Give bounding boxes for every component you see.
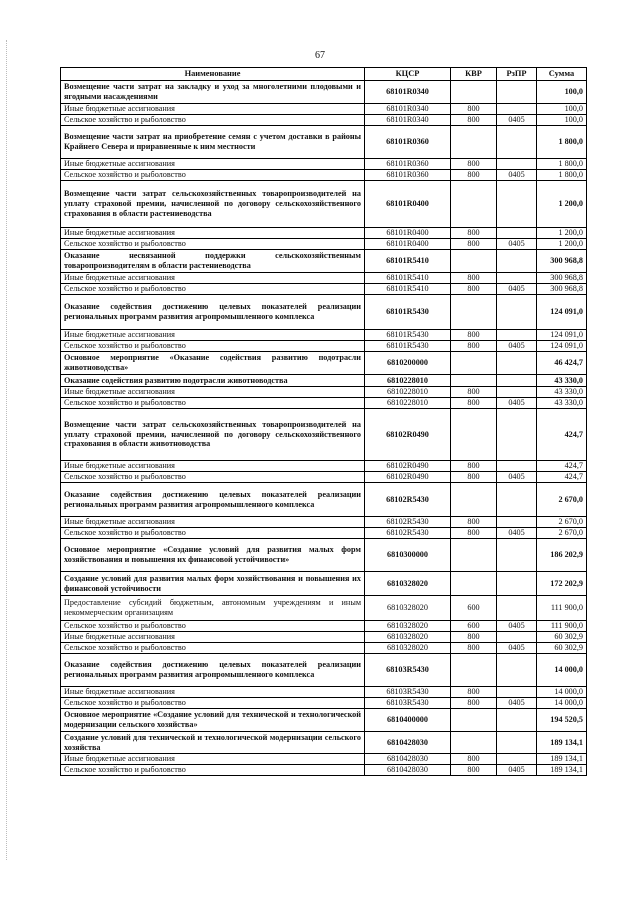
row-kvr-cell [451,654,497,687]
table-row [61,732,587,754]
row-name-cell: Иные бюджетные ассигнования [61,159,365,170]
row-sum-cell: 14 000,0 [537,654,587,687]
table-row [61,115,587,126]
row-kcsr-cell: 6810228010 [365,375,451,387]
row-kvr-cell: 800 [451,228,497,239]
row-kcsr-cell: 68101R0340 [365,104,451,115]
row-kvr-cell: 600 [451,596,497,621]
row-sum-cell: 14 000,0 [537,698,587,709]
row-kvr-cell: 800 [451,341,497,352]
row-sum-cell: 43 330,0 [537,387,587,398]
table-row [61,295,587,330]
row-rzpr-cell: 0405 [497,472,537,483]
table-row [61,250,587,273]
row-sum-cell: 14 000,0 [537,687,587,698]
row-kvr-cell [451,732,497,754]
row-rzpr-cell [497,596,537,621]
row-sum-cell: 194 520,5 [537,709,587,732]
row-kcsr-cell: 68101R0360 [365,170,451,181]
row-sum-cell: 100,0 [537,104,587,115]
row-name-cell: Иные бюджетные ассигнования [61,632,365,643]
row-sum-cell: 189 134,1 [537,765,587,776]
row-kcsr-cell: 68103R5430 [365,654,451,687]
row-kcsr-cell: 68101R0340 [365,115,451,126]
row-name-cell: Оказание содействия достижению целевых показателей реализации региональных программ развития агропромышленного комплекса [61,483,365,517]
row-rzpr-cell [497,409,537,461]
row-kvr-cell: 800 [451,698,497,709]
row-rzpr-cell [497,461,537,472]
page-number: 67 [315,50,325,61]
row-kvr-cell [451,181,497,228]
row-sum-cell: 300 968,8 [537,273,587,284]
header-sum: Сумма [537,68,587,81]
row-kvr-cell: 800 [451,632,497,643]
table-row [61,698,587,709]
row-rzpr-cell [497,273,537,284]
row-kcsr-cell: 68101R0360 [365,159,451,170]
row-kvr-cell [451,126,497,159]
table-row [61,754,587,765]
row-sum-cell: 1 200,0 [537,239,587,250]
row-name-cell: Сельское хозяйство и рыболовство [61,765,365,776]
row-name-cell: Создание условий для технической и технологической модернизации сельского хозяйства [61,732,365,754]
row-kcsr-cell: 6810200000 [365,352,451,375]
row-sum-cell: 189 134,1 [537,732,587,754]
row-kcsr-cell: 68103R5430 [365,698,451,709]
row-rzpr-cell [497,159,537,170]
table-row [61,387,587,398]
row-rzpr-cell [497,709,537,732]
row-rzpr-cell [497,732,537,754]
row-name-cell: Возмещение части затрат на приобретение семян с учетом доставки в районы Крайнего Севера и приравненные к ним местности [61,126,365,159]
row-rzpr-cell: 0405 [497,528,537,539]
table-row [61,330,587,341]
row-name-cell: Сельское хозяйство и рыболовство [61,115,365,126]
table-row [61,375,587,387]
row-kcsr-cell: 6810228010 [365,398,451,409]
row-name-cell: Иные бюджетные ассигнования [61,330,365,341]
table-row [61,341,587,352]
row-name-cell: Предоставление субсидий бюджетным, автономным учреждениям и иным некоммерческим организациям [61,596,365,621]
row-name-cell: Иные бюджетные ассигнования [61,104,365,115]
row-kcsr-cell: 6810428030 [365,732,451,754]
table-row [61,409,587,461]
row-kcsr-cell: 68101R0400 [365,239,451,250]
row-kvr-cell: 800 [451,170,497,181]
row-kvr-cell [451,81,497,104]
row-kvr-cell: 800 [451,330,497,341]
row-kcsr-cell: 6810328020 [365,621,451,632]
row-name-cell: Оказание содействия достижению целевых показателей реализации региональных программ развития агропромышленного комплекса [61,295,365,330]
row-sum-cell: 2 670,0 [537,483,587,517]
row-rzpr-cell: 0405 [497,341,537,352]
row-kvr-cell: 800 [451,387,497,398]
row-kvr-cell [451,352,497,375]
row-kcsr-cell: 68101R0340 [365,81,451,104]
header-name: Наименование [61,68,365,81]
row-sum-cell: 43 330,0 [537,398,587,409]
row-kvr-cell: 800 [451,398,497,409]
row-kvr-cell [451,539,497,572]
row-kcsr-cell: 68102R5430 [365,483,451,517]
table-row [61,170,587,181]
table-row [61,398,587,409]
row-rzpr-cell [497,483,537,517]
row-sum-cell: 100,0 [537,81,587,104]
row-rzpr-cell [497,632,537,643]
row-sum-cell: 1 800,0 [537,159,587,170]
row-kvr-cell [451,375,497,387]
row-rzpr-cell [497,126,537,159]
row-kvr-cell: 600 [451,621,497,632]
row-sum-cell: 2 670,0 [537,517,587,528]
table-row [61,181,587,228]
row-kcsr-cell: 68101R5410 [365,284,451,295]
row-kcsr-cell: 68101R5430 [365,330,451,341]
row-name-cell: Иные бюджетные ассигнования [61,517,365,528]
row-name-cell: Иные бюджетные ассигнования [61,273,365,284]
row-rzpr-cell [497,654,537,687]
row-kcsr-cell: 68102R0490 [365,409,451,461]
row-rzpr-cell [497,387,537,398]
row-rzpr-cell: 0405 [497,621,537,632]
table-body [61,81,587,776]
row-sum-cell: 1 800,0 [537,126,587,159]
row-rzpr-cell [497,250,537,273]
row-kvr-cell: 800 [451,472,497,483]
row-rzpr-cell: 0405 [497,643,537,654]
row-kcsr-cell: 68101R5410 [365,273,451,284]
table-row [61,596,587,621]
row-kcsr-cell: 68101R0360 [365,126,451,159]
row-kcsr-cell: 68101R5430 [365,295,451,330]
row-kcsr-cell: 6810328020 [365,572,451,596]
row-kvr-cell: 800 [451,643,497,654]
row-kvr-cell: 800 [451,517,497,528]
row-kcsr-cell: 6810428030 [365,754,451,765]
row-kcsr-cell: 68102R5430 [365,517,451,528]
row-sum-cell: 124 091,0 [537,330,587,341]
header-rzpr: РзПР [497,68,537,81]
table-row [61,765,587,776]
table-row [61,528,587,539]
row-rzpr-cell: 0405 [497,698,537,709]
row-name-cell: Возмещение части затрат на закладку и уход за многолетними плодовыми и ягодными насаждениями [61,81,365,104]
row-name-cell: Иные бюджетные ассигнования [61,461,365,472]
row-rzpr-cell [497,181,537,228]
row-rzpr-cell [497,572,537,596]
row-sum-cell: 424,7 [537,472,587,483]
row-rzpr-cell: 0405 [497,170,537,181]
row-sum-cell: 111 900,0 [537,596,587,621]
row-kcsr-cell: 68101R5410 [365,250,451,273]
row-kcsr-cell: 6810400000 [365,709,451,732]
row-name-cell: Сельское хозяйство и рыболовство [61,170,365,181]
row-kcsr-cell: 6810228010 [365,387,451,398]
row-kvr-cell: 800 [451,528,497,539]
table-row [61,572,587,596]
budget-table [60,67,587,776]
row-name-cell: Создание условий для развития малых форм хозяйствования и повышения их финансовой устойчивости [61,572,365,596]
row-kvr-cell [451,409,497,461]
table-row [61,239,587,250]
row-kvr-cell [451,250,497,273]
row-name-cell: Сельское хозяйство и рыболовство [61,621,365,632]
table-row [61,126,587,159]
row-name-cell: Иные бюджетные ассигнования [61,687,365,698]
row-kcsr-cell: 68102R0490 [365,472,451,483]
table-row [61,81,587,104]
row-sum-cell: 124 091,0 [537,341,587,352]
table-row [61,643,587,654]
header-kvr: КВР [451,68,497,81]
row-name-cell: Основное мероприятие «Создание условий для развития малых форм хозяйствования и повышения их финансовой устойчивости» [61,539,365,572]
row-rzpr-cell: 0405 [497,115,537,126]
row-rzpr-cell: 0405 [497,239,537,250]
row-rzpr-cell [497,104,537,115]
row-kvr-cell: 800 [451,687,497,698]
row-rzpr-cell: 0405 [497,398,537,409]
row-name-cell: Оказание содействия достижению целевых показателей реализации региональных программ развития агропромышленного комплекса [61,654,365,687]
row-sum-cell: 189 134,1 [537,754,587,765]
row-kcsr-cell: 68101R5430 [365,341,451,352]
row-name-cell: Основное мероприятие «Создание условий для технической и технологической модернизации сельского хозяйства» [61,709,365,732]
row-sum-cell: 100,0 [537,115,587,126]
row-name-cell: Сельское хозяйство и рыболовство [61,284,365,295]
row-rzpr-cell [497,352,537,375]
row-kcsr-cell: 68103R5430 [365,687,451,698]
row-kvr-cell [451,483,497,517]
table-row [61,621,587,632]
row-rzpr-cell [497,539,537,572]
table-row [61,273,587,284]
row-sum-cell: 2 670,0 [537,528,587,539]
row-kvr-cell: 800 [451,159,497,170]
row-name-cell: Сельское хозяйство и рыболовство [61,698,365,709]
row-name-cell: Иные бюджетные ассигнования [61,228,365,239]
row-sum-cell: 424,7 [537,409,587,461]
row-rzpr-cell [497,687,537,698]
row-kvr-cell: 800 [451,115,497,126]
row-kvr-cell: 800 [451,461,497,472]
row-sum-cell: 1 800,0 [537,170,587,181]
row-name-cell: Возмещение части затрат сельскохозяйственных товаропроизводителей на уплату страховой премии, начисленной по договору сельскохозяйственного страхования в области растениеводства [61,181,365,228]
row-kcsr-cell: 68101R0400 [365,181,451,228]
row-kvr-cell [451,572,497,596]
table-row [61,517,587,528]
table-row [61,159,587,170]
row-name-cell: Сельское хозяйство и рыболовство [61,239,365,250]
row-kvr-cell: 800 [451,765,497,776]
row-name-cell: Оказание содействия развитию подотрасли животноводства [61,375,365,387]
row-kvr-cell [451,295,497,330]
row-kvr-cell: 800 [451,104,497,115]
row-name-cell: Сельское хозяйство и рыболовство [61,643,365,654]
row-sum-cell: 111 900,0 [537,621,587,632]
row-rzpr-cell [497,295,537,330]
binding-margin-dots [6,40,9,860]
row-rzpr-cell [497,330,537,341]
table-row [61,352,587,375]
table-row [61,709,587,732]
row-kcsr-cell: 6810328020 [365,632,451,643]
row-sum-cell: 424,7 [537,461,587,472]
row-rzpr-cell [497,228,537,239]
row-rzpr-cell [497,375,537,387]
row-rzpr-cell [497,754,537,765]
table-row [61,228,587,239]
row-kcsr-cell: 68101R0400 [365,228,451,239]
table-header-row [61,68,587,81]
row-kcsr-cell: 6810300000 [365,539,451,572]
row-name-cell: Оказание несвязанной поддержки сельскохозяйственным товаропроизводителям в области растениеводства [61,250,365,273]
table-row [61,284,587,295]
row-rzpr-cell: 0405 [497,765,537,776]
row-kvr-cell: 800 [451,273,497,284]
row-rzpr-cell: 0405 [497,284,537,295]
table-row [61,654,587,687]
table-row [61,539,587,572]
row-name-cell: Иные бюджетные ассигнования [61,387,365,398]
row-name-cell: Сельское хозяйство и рыболовство [61,341,365,352]
row-sum-cell: 172 202,9 [537,572,587,596]
table-row [61,632,587,643]
row-rzpr-cell [497,81,537,104]
row-sum-cell: 300 968,8 [537,250,587,273]
row-name-cell: Иные бюджетные ассигнования [61,754,365,765]
header-kcsr: КЦСР [365,68,451,81]
row-name-cell: Основное мероприятие «Оказание содействия развитию подотрасли животноводства» [61,352,365,375]
row-kcsr-cell: 68102R0490 [365,461,451,472]
row-sum-cell: 1 200,0 [537,181,587,228]
row-sum-cell: 43 330,0 [537,375,587,387]
row-rzpr-cell [497,517,537,528]
row-kcsr-cell: 68102R5430 [365,528,451,539]
row-name-cell: Сельское хозяйство и рыболовство [61,472,365,483]
row-kvr-cell: 800 [451,284,497,295]
row-kvr-cell: 800 [451,239,497,250]
row-sum-cell: 186 202,9 [537,539,587,572]
row-sum-cell: 124 091,0 [537,295,587,330]
row-name-cell: Сельское хозяйство и рыболовство [61,528,365,539]
row-sum-cell: 46 424,7 [537,352,587,375]
row-name-cell: Возмещение части затрат сельскохозяйственных товаропроизводителей на уплату страховой премии, начисленной по договору сельскохозяйственного страхования в области животноводства [61,409,365,461]
row-sum-cell: 60 302,9 [537,643,587,654]
table-row [61,472,587,483]
row-kvr-cell [451,709,497,732]
row-kcsr-cell: 6810428030 [365,765,451,776]
row-kcsr-cell: 6810328020 [365,643,451,654]
table-row [61,104,587,115]
row-kcsr-cell: 6810328020 [365,596,451,621]
row-kvr-cell: 800 [451,754,497,765]
row-sum-cell: 60 302,9 [537,632,587,643]
table-row [61,687,587,698]
row-sum-cell: 300 968,8 [537,284,587,295]
row-sum-cell: 1 200,0 [537,228,587,239]
table-row [61,483,587,517]
row-name-cell: Сельское хозяйство и рыболовство [61,398,365,409]
table-row [61,461,587,472]
